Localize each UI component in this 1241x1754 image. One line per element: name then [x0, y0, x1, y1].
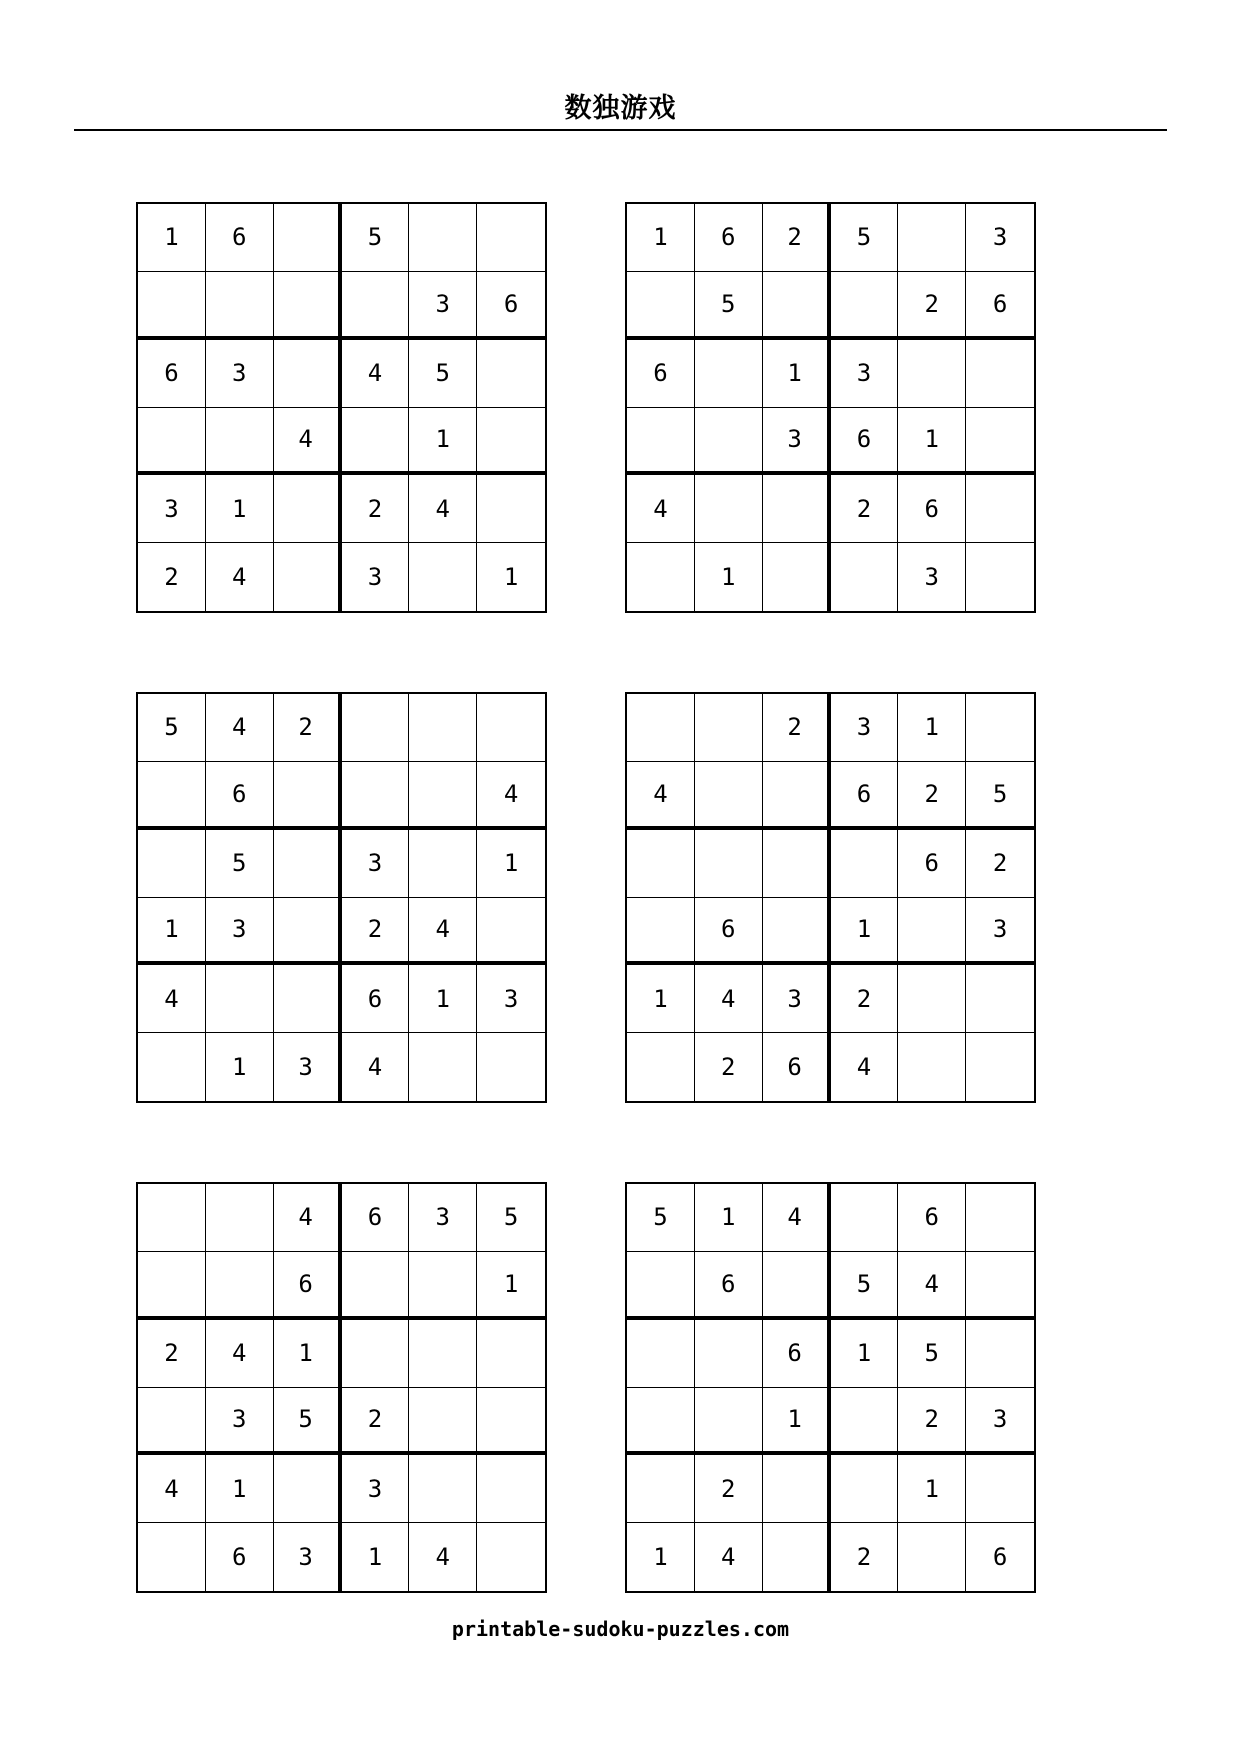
- sudoku-grid: [625, 202, 1036, 613]
- sudoku-cell: [274, 762, 342, 830]
- sudoku-cell: [477, 1523, 545, 1591]
- sudoku-cell: [409, 1455, 477, 1523]
- sudoku-cell: 6: [206, 1523, 274, 1591]
- sudoku-cell: 3: [206, 340, 274, 408]
- sudoku-cell: [966, 408, 1034, 476]
- sudoku-cell: [477, 340, 545, 408]
- sudoku-cell: 5: [695, 272, 763, 340]
- sudoku-cell: [206, 408, 274, 476]
- sudoku-cell: 3: [763, 408, 831, 476]
- sudoku-cell: [831, 830, 899, 898]
- sudoku-cell: [763, 830, 831, 898]
- sudoku-cell: [695, 1388, 763, 1456]
- sudoku-cell: [342, 762, 410, 830]
- sudoku-cell: 1: [627, 204, 695, 272]
- sudoku-cell: 1: [409, 408, 477, 476]
- sudoku-cell: 5: [206, 830, 274, 898]
- sudoku-cell: [695, 408, 763, 476]
- sudoku-cell: [966, 694, 1034, 762]
- sudoku-cell: [763, 272, 831, 340]
- sudoku-cell: 4: [695, 965, 763, 1033]
- sudoku-cell: [763, 543, 831, 611]
- sudoku-cell: [477, 898, 545, 966]
- sudoku-cell: 2: [898, 272, 966, 340]
- sudoku-cell: 3: [342, 543, 410, 611]
- sudoku-cell: [138, 1033, 206, 1101]
- sudoku-cell: [898, 1523, 966, 1591]
- sudoku-cell: [966, 340, 1034, 408]
- sudoku-cell: [898, 1033, 966, 1101]
- sudoku-cell: [206, 1184, 274, 1252]
- sudoku-cell: 2: [831, 1523, 899, 1591]
- sudoku-cell: [409, 1252, 477, 1320]
- sudoku-cell: 3: [342, 830, 410, 898]
- sudoku-cell: [342, 408, 410, 476]
- sudoku-cell: [763, 762, 831, 830]
- page-title: 数独游戏: [564, 93, 677, 124]
- sudoku-cell: 4: [342, 1033, 410, 1101]
- sudoku-cell: 1: [206, 1033, 274, 1101]
- sudoku-cell: 1: [831, 898, 899, 966]
- sudoku-cell: 6: [274, 1252, 342, 1320]
- sudoku-cell: [966, 1320, 1034, 1388]
- sudoku-cell: [831, 272, 899, 340]
- sudoku-cell: [477, 408, 545, 476]
- sudoku-cell: 3: [206, 1388, 274, 1456]
- sudoku-cell: 2: [966, 830, 1034, 898]
- sudoku-cell: [206, 965, 274, 1033]
- sudoku-cell: [409, 1388, 477, 1456]
- sudoku-cell: [831, 543, 899, 611]
- sudoku-cell: 6: [763, 1320, 831, 1388]
- sudoku-cell: 1: [409, 965, 477, 1033]
- sudoku-cell: 1: [138, 898, 206, 966]
- sudoku-cell: [409, 204, 477, 272]
- sudoku-cell: 1: [763, 340, 831, 408]
- sudoku-cell: 1: [342, 1523, 410, 1591]
- sudoku-cell: 2: [831, 475, 899, 543]
- sudoku-cell: [274, 204, 342, 272]
- sudoku-cell: 4: [898, 1252, 966, 1320]
- sudoku-cell: [695, 762, 763, 830]
- sudoku-cell: 5: [627, 1184, 695, 1252]
- sudoku-cell: [966, 965, 1034, 1033]
- sudoku-cell: 3: [966, 898, 1034, 966]
- sudoku-cell: [206, 272, 274, 340]
- sudoku-cell: 5: [409, 340, 477, 408]
- sudoku-cell: 2: [138, 1320, 206, 1388]
- sudoku-cell: [627, 1252, 695, 1320]
- sudoku-cell: 4: [409, 1523, 477, 1591]
- sudoku-cell: 3: [898, 543, 966, 611]
- sudoku-cell: [138, 1252, 206, 1320]
- sudoku-cell: 1: [831, 1320, 899, 1388]
- sudoku-cell: 1: [477, 1252, 545, 1320]
- sudoku-cell: [138, 408, 206, 476]
- sudoku-cell: [966, 1252, 1034, 1320]
- sudoku-cell: 3: [138, 475, 206, 543]
- sudoku-cell: 2: [342, 1388, 410, 1456]
- sudoku-cell: 4: [274, 1184, 342, 1252]
- sudoku-cell: [763, 1523, 831, 1591]
- sudoku-cell: 6: [138, 340, 206, 408]
- sudoku-cell: 6: [206, 762, 274, 830]
- sudoku-cell: [274, 475, 342, 543]
- sudoku-cell: [138, 1184, 206, 1252]
- sudoku-cell: [763, 1455, 831, 1523]
- sudoku-cell: [627, 1388, 695, 1456]
- sudoku-cell: 2: [695, 1033, 763, 1101]
- sudoku-cell: [763, 475, 831, 543]
- sudoku-cell: 6: [477, 272, 545, 340]
- sudoku-cell: [206, 1252, 274, 1320]
- sudoku-cell: [342, 1252, 410, 1320]
- sudoku-cell: [627, 1033, 695, 1101]
- sudoku-cell: [695, 475, 763, 543]
- sudoku-cell: [409, 543, 477, 611]
- sudoku-cell: 6: [763, 1033, 831, 1101]
- sudoku-cell: [695, 830, 763, 898]
- sudoku-cell: [627, 1455, 695, 1523]
- sudoku-cell: [138, 1388, 206, 1456]
- sudoku-cell: [966, 1033, 1034, 1101]
- sudoku-cell: [274, 340, 342, 408]
- sudoku-cell: 6: [898, 1184, 966, 1252]
- sudoku-cell: 1: [898, 408, 966, 476]
- sudoku-grid: [136, 202, 547, 613]
- sudoku-cell: 1: [763, 1388, 831, 1456]
- sudoku-cell: [627, 408, 695, 476]
- sudoku-cell: 1: [503, 563, 519, 592]
- sudoku-cell: 1: [206, 1455, 274, 1523]
- sudoku-cell: 2: [898, 1388, 966, 1456]
- sudoku-cell: 1: [898, 694, 966, 762]
- sudoku-cell: [831, 1184, 899, 1252]
- sudoku-cell: 6: [831, 762, 899, 830]
- sudoku-cell: 1: [627, 1523, 695, 1591]
- sudoku-cell: [898, 898, 966, 966]
- sudoku-cell: 6: [342, 1184, 410, 1252]
- sudoku-cell: 6: [342, 965, 410, 1033]
- sudoku-cell: [966, 475, 1034, 543]
- sudoku-cell: 2: [763, 204, 831, 272]
- sudoku-cell: [409, 1320, 477, 1388]
- sudoku-cell: [763, 1252, 831, 1320]
- sudoku-cell: 2: [138, 543, 206, 611]
- sudoku-cell: 4: [206, 694, 274, 762]
- sudoku-grid: [136, 692, 547, 1103]
- sudoku-cell: 4: [274, 408, 342, 476]
- sudoku-cell: 5: [477, 1184, 545, 1252]
- sudoku-cell: 2: [274, 694, 342, 762]
- sudoku-cell: 2: [898, 762, 966, 830]
- sudoku-cell: 4: [477, 762, 545, 830]
- sudoku-cell: 3: [206, 898, 274, 966]
- sudoku-cell: 3: [831, 694, 899, 762]
- sudoku-cell: [695, 694, 763, 762]
- sudoku-cell: [274, 898, 342, 966]
- sudoku-cell: 3: [409, 272, 477, 340]
- sudoku-cell: [274, 272, 342, 340]
- sudoku-cell: 4: [763, 1184, 831, 1252]
- sudoku-cell: 4: [695, 1523, 763, 1591]
- sudoku-cell: 5: [831, 204, 899, 272]
- sudoku-cell: 1: [206, 475, 274, 543]
- sudoku-cell: 1: [695, 543, 763, 611]
- sudoku-cell: [627, 898, 695, 966]
- sudoku-cell: [477, 475, 545, 543]
- sudoku-cell: [409, 1033, 477, 1101]
- sudoku-cell: 4: [342, 340, 410, 408]
- sudoku-cell: [627, 543, 695, 611]
- sudoku-cell: [342, 272, 410, 340]
- sudoku-cell: 6: [831, 408, 899, 476]
- sudoku-cell: 6: [695, 1252, 763, 1320]
- sudoku-cell: [695, 1320, 763, 1388]
- sudoku-cell: [627, 694, 695, 762]
- sudoku-cell: 6: [898, 475, 966, 543]
- sudoku-cell: 1: [898, 1455, 966, 1523]
- sudoku-cell: 3: [274, 1033, 342, 1101]
- sudoku-cell: [966, 543, 1034, 611]
- sudoku-cell: 4: [831, 1033, 899, 1101]
- sudoku-cell: 3: [831, 340, 899, 408]
- sudoku-cell: 6: [206, 204, 274, 272]
- sudoku-cell: [627, 830, 695, 898]
- sudoku-cell: [477, 204, 545, 272]
- sudoku-cell: 4: [409, 475, 477, 543]
- sudoku-cell: [477, 1455, 545, 1523]
- sudoku-cell: 4: [627, 475, 695, 543]
- sudoku-cell: 5: [966, 762, 1034, 830]
- title-divider: [74, 129, 1167, 131]
- sudoku-cell: [477, 1320, 545, 1388]
- sudoku-cell: 6: [695, 204, 763, 272]
- sudoku-cell: 2: [695, 1455, 763, 1523]
- sudoku-cell: [409, 694, 477, 762]
- sudoku-cell: 5: [342, 204, 410, 272]
- sudoku-cell: 4: [627, 762, 695, 830]
- sudoku-cell: [763, 898, 831, 966]
- sudoku-cell: [898, 340, 966, 408]
- sudoku-cell: 5: [898, 1320, 966, 1388]
- sudoku-cell: 3: [274, 1523, 342, 1591]
- sudoku-cell: [898, 204, 966, 272]
- sudoku-cell: [342, 1320, 410, 1388]
- sudoku-cell: [898, 965, 966, 1033]
- sudoku-cell: 6: [966, 272, 1034, 340]
- sudoku-cell: [138, 762, 206, 830]
- sudoku-cell: 6: [627, 340, 695, 408]
- sudoku-cell: 3: [966, 1388, 1034, 1456]
- sudoku-cell: 1: [627, 965, 695, 1033]
- sudoku-grid: [136, 1182, 547, 1593]
- sudoku-cell: 6: [695, 898, 763, 966]
- sudoku-cell: [138, 272, 206, 340]
- sudoku-cell: [409, 830, 477, 898]
- sudoku-cell: [627, 272, 695, 340]
- footer-source: printable-sudoku-puzzles.com: [451, 1617, 790, 1641]
- sudoku-cell: [274, 543, 342, 611]
- sudoku-cell: [342, 694, 410, 762]
- sudoku-cell: [831, 1455, 899, 1523]
- sudoku-cell: 4: [138, 965, 206, 1033]
- sudoku-cell: 6: [992, 1543, 1008, 1572]
- sudoku-grid: [625, 692, 1036, 1103]
- sudoku-cell: [695, 340, 763, 408]
- sudoku-cell: 6: [898, 830, 966, 898]
- sudoku-cell: [477, 694, 545, 762]
- sudoku-grid: [625, 1182, 1036, 1593]
- sudoku-cell: [138, 830, 206, 898]
- sudoku-cell: 1: [695, 1184, 763, 1252]
- sudoku-cell: 2: [831, 965, 899, 1033]
- sudoku-cell: 2: [342, 898, 410, 966]
- sudoku-cell: 2: [763, 694, 831, 762]
- sudoku-cell: [477, 1033, 545, 1101]
- sudoku-cell: 1: [274, 1320, 342, 1388]
- sudoku-cell: [831, 1388, 899, 1456]
- sudoku-cell: [274, 965, 342, 1033]
- sudoku-cell: 4: [138, 1455, 206, 1523]
- sudoku-cell: 4: [206, 543, 274, 611]
- sudoku-cell: [627, 1320, 695, 1388]
- sudoku-cell: [966, 1455, 1034, 1523]
- sudoku-cell: [409, 762, 477, 830]
- sudoku-cell: [138, 1523, 206, 1591]
- sudoku-cell: 3: [966, 204, 1034, 272]
- sudoku-cell: 5: [831, 1252, 899, 1320]
- sudoku-cell: [274, 830, 342, 898]
- sudoku-cell: 4: [206, 1320, 274, 1388]
- sudoku-cell: 3: [342, 1455, 410, 1523]
- sudoku-cell: 4: [409, 898, 477, 966]
- sudoku-cell: 5: [274, 1388, 342, 1456]
- sudoku-cell: 1: [477, 830, 545, 898]
- sudoku-cell: 3: [763, 965, 831, 1033]
- sudoku-cell: [274, 1455, 342, 1523]
- sudoku-cell: 3: [409, 1184, 477, 1252]
- sudoku-cell: [477, 1388, 545, 1456]
- sudoku-cell: 2: [342, 475, 410, 543]
- sudoku-cell: 1: [138, 204, 206, 272]
- sudoku-cell: [966, 1184, 1034, 1252]
- sudoku-cell: 5: [138, 694, 206, 762]
- sudoku-cell: 3: [477, 965, 545, 1033]
